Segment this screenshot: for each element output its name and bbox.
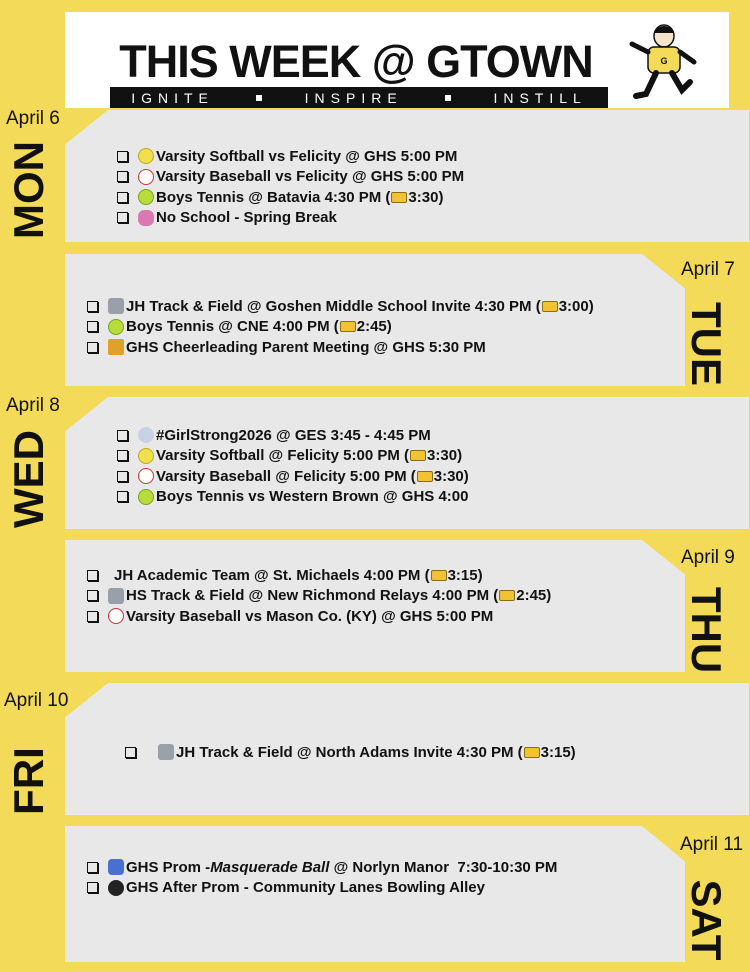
checkbox-icon[interactable] xyxy=(87,882,98,893)
bus-icon xyxy=(524,747,540,758)
checkbox-icon[interactable] xyxy=(125,747,136,758)
checkbox-icon[interactable] xyxy=(117,491,128,502)
day-date-tue: April 7 xyxy=(681,259,735,280)
mascot-logo-icon xyxy=(624,22,700,106)
list-item: Boys Tennis vs Western Brown @ GHS 4:00 xyxy=(117,487,469,508)
event-list-fri xyxy=(125,742,576,763)
list-item: JH Track & Field @ North Adams Invite 4:30 PM ( 3:15) xyxy=(125,742,576,763)
checkbox-icon[interactable] xyxy=(117,450,128,461)
event-list-sat xyxy=(87,857,557,898)
bus-icon xyxy=(431,570,447,581)
checkbox-icon[interactable] xyxy=(117,151,128,162)
list-item: JH Academic Team @ St. Michaels 4:00 PM ( 3:15) xyxy=(87,565,551,586)
bus-icon xyxy=(340,321,356,332)
tagline-word-inspire: INSPIRE xyxy=(304,89,403,106)
list-item: Varsity Baseball @ Felicity 5:00 PM ( 3:30) xyxy=(117,466,469,487)
flower-icon xyxy=(138,210,154,226)
baseball-icon xyxy=(108,608,124,624)
bus-icon xyxy=(410,450,426,461)
bus-icon xyxy=(417,471,433,482)
runner-icon xyxy=(138,427,154,443)
checkbox-icon[interactable] xyxy=(117,430,128,441)
tennis-ball-icon xyxy=(138,189,154,205)
running-shoe-icon xyxy=(158,744,174,760)
list-item: #GirlStrong2026 @ GES 3:45 - 4:45 PM xyxy=(117,425,469,446)
day-date-sat: April 11 xyxy=(680,834,744,855)
checkbox-icon[interactable] xyxy=(87,342,98,353)
day-date-thu: April 9 xyxy=(681,547,735,568)
checkbox-icon[interactable] xyxy=(87,301,98,312)
checkbox-icon[interactable] xyxy=(87,321,98,332)
day-label-thu: THU xyxy=(683,586,730,674)
event-list-thu xyxy=(87,565,551,627)
bowling-ball-icon xyxy=(108,880,124,896)
bus-icon xyxy=(391,192,407,203)
day-date-mon: April 6 xyxy=(6,108,60,129)
list-item: JH Track & Field @ Goshen Middle School Invite 4:30 PM ( 3:00) xyxy=(87,296,594,317)
bus-icon xyxy=(542,301,558,312)
list-item: No School - Spring Break xyxy=(117,208,464,229)
event-list-mon xyxy=(117,146,464,228)
checkbox-icon[interactable] xyxy=(87,862,98,873)
list-item: Varsity Baseball vs Mason Co. (KY) @ GHS 5:00 PM xyxy=(87,606,551,627)
tennis-ball-icon xyxy=(108,319,124,335)
tennis-ball-icon xyxy=(138,489,154,505)
list-item: Boys Tennis @ CNE 4:00 PM ( 2:45) xyxy=(87,317,594,338)
checkbox-icon[interactable] xyxy=(87,611,98,622)
baseball-icon xyxy=(138,169,154,185)
list-item: GHS After Prom - Community Lanes Bowling Alley xyxy=(87,878,557,899)
megaphone-icon xyxy=(108,339,124,355)
running-shoe-icon xyxy=(108,588,124,604)
bus-icon xyxy=(499,590,515,601)
day-date-wed: April 8 xyxy=(6,395,60,416)
list-item: Varsity Softball vs Felicity @ GHS 5:00 PM xyxy=(117,146,464,167)
day-label-wed: WED xyxy=(5,430,52,528)
list-item: Varsity Softball @ Felicity 5:00 PM ( 3:30) xyxy=(117,446,469,467)
list-item: Varsity Baseball vs Felicity @ GHS 5:00 PM xyxy=(117,167,464,188)
running-shoe-icon xyxy=(108,298,124,314)
checkbox-icon[interactable] xyxy=(117,212,128,223)
checkbox-icon[interactable] xyxy=(117,192,128,203)
softball-icon xyxy=(138,448,154,464)
list-item: GHS Prom - Masquerade Ball @ Norlyn Manor 7:30-10:30 PM xyxy=(87,857,557,878)
checkbox-icon[interactable] xyxy=(117,171,128,182)
page-title: THIS WEEK @ GTOWN xyxy=(119,36,593,87)
checkbox-icon[interactable] xyxy=(87,590,98,601)
day-date-fri: April 10 xyxy=(4,690,69,711)
softball-icon xyxy=(138,148,154,164)
list-item: HS Track & Field @ New Richmond Relays 4:00 PM ( 2:45) xyxy=(87,586,551,607)
bullet-icon xyxy=(256,95,262,101)
checkbox-icon[interactable] xyxy=(117,471,128,482)
tagline-word-instill: INSTILL xyxy=(493,89,587,106)
masquerade-mask-icon xyxy=(108,859,124,875)
day-label-sat: SAT xyxy=(683,879,730,961)
day-label-fri: FRI xyxy=(5,747,52,815)
list-item: GHS Cheerleading Parent Meeting @ GHS 5:30 PM xyxy=(87,337,594,358)
list-item: Boys Tennis @ Batavia 4:30 PM ( 3:30) xyxy=(117,187,464,208)
event-list-wed xyxy=(117,425,469,507)
day-label-mon: MON xyxy=(5,141,52,239)
tagline-bar xyxy=(110,87,608,108)
bullet-icon xyxy=(445,95,451,101)
day-label-tue: TUE xyxy=(683,302,730,386)
svg-text:G: G xyxy=(660,56,668,66)
baseball-icon xyxy=(138,468,154,484)
event-list-tue xyxy=(87,296,594,358)
tagline-word-ignite: IGNITE xyxy=(131,89,214,106)
checkbox-icon[interactable] xyxy=(87,570,98,581)
